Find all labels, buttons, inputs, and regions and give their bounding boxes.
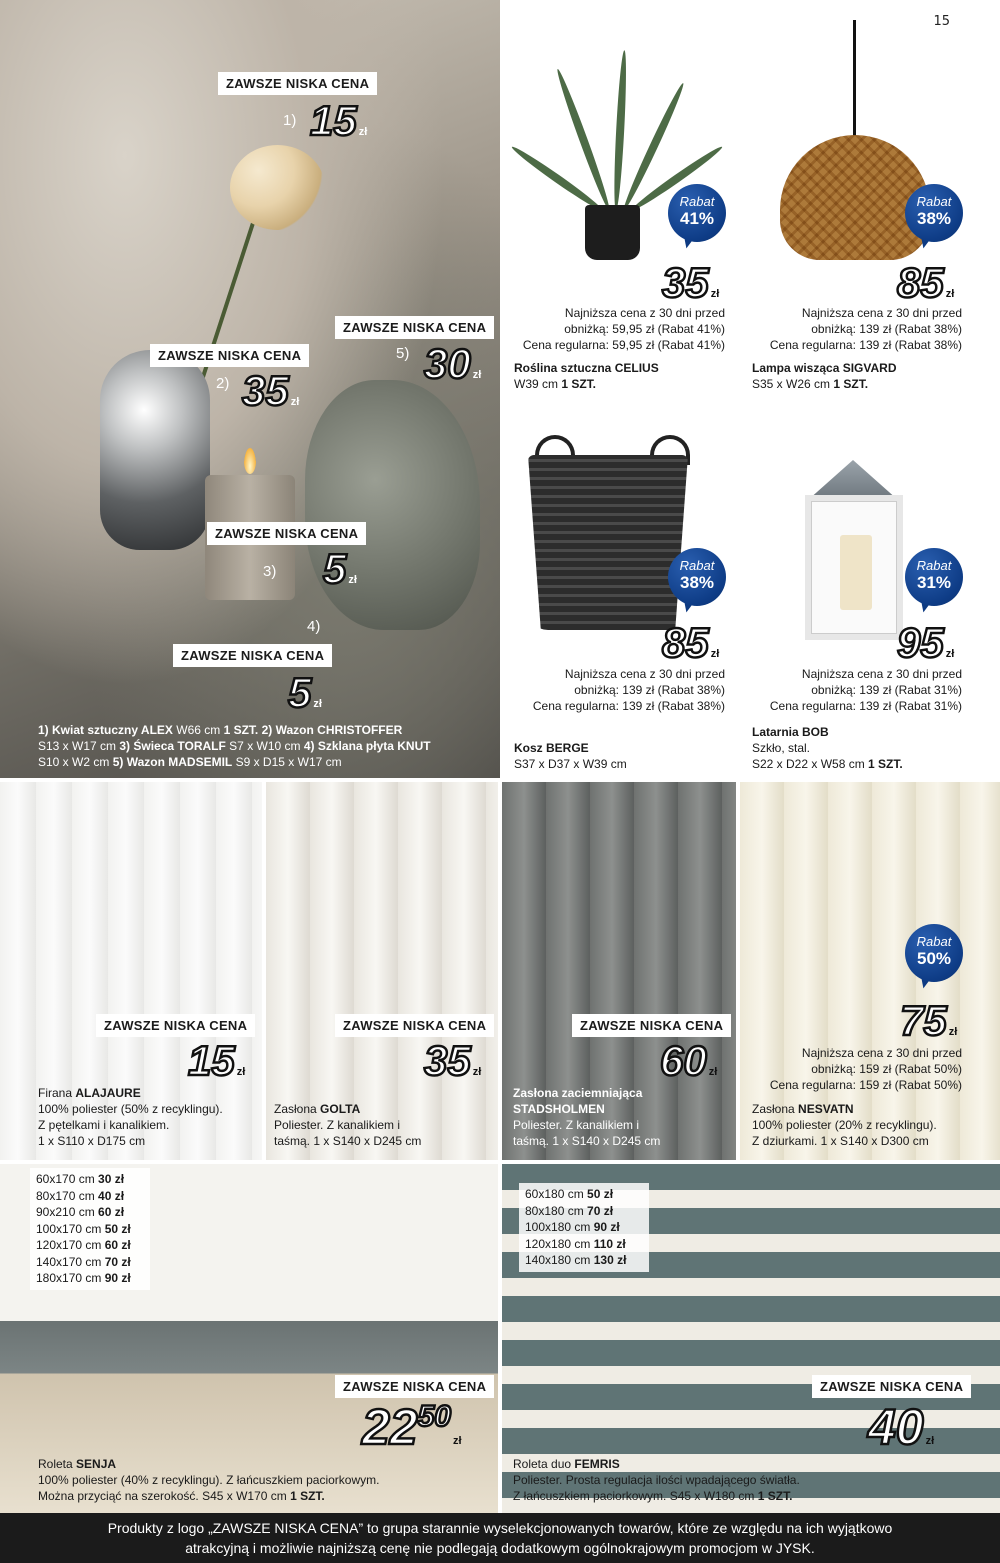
price-sigvard: 85 zł	[897, 259, 955, 306]
rabat-badge-celius: Rabat 41%	[668, 184, 726, 250]
zns-badge-4: ZAWSZE NISKA CENA	[173, 644, 332, 667]
plant-leaf-image	[554, 68, 613, 212]
hero-num-1: 1)	[283, 112, 297, 129]
size-row: 120x180 cm 110 zł	[525, 1236, 626, 1251]
flower-image	[230, 145, 325, 230]
zns-badge-2: ZAWSZE NISKA CENA	[150, 344, 309, 367]
lamp-cord-image	[853, 20, 856, 140]
femris-info: Roleta duo FEMRIS Poliester. Prosta regulacja ilości wpadającego światła. Z łańcuszkiem paciorkowym. S45 x W180 cm 1 SZT.	[513, 1457, 800, 1503]
price-berge: 85 zł	[662, 619, 720, 666]
price-golta: 35 zł	[424, 1037, 482, 1084]
rabat-badge-bob: Rabat 31%	[905, 548, 963, 614]
hero-num-3: 3)	[263, 563, 277, 580]
size-row: 60x170 cm 30 zł	[36, 1172, 125, 1186]
alajaure-info: Firana ALAJAURE 100% poliester (50% z recyklingu). Z pętelkami i kanalikiem. 1 x S110 x D175 cm	[38, 1086, 223, 1148]
celius-lowest-price: Najniższa cena z 30 dni przed obniżką: 59,95 zł (Rabat 41%) Cena regularna: 59,95 zł (Rabat 41%)	[522, 306, 725, 352]
price-nesvatn: 75 zł	[900, 997, 958, 1044]
sigvard-lowest-price: Najniższa cena z 30 dni przed obniżką: 139 zł (Rabat 38%) Cena regularna: 139 zł (Rabat 38%)	[769, 306, 962, 352]
size-row: 90x210 cm 60 zł	[36, 1205, 125, 1219]
plant-leaf-image	[612, 50, 628, 210]
size-row: 100x170 cm 50 zł	[36, 1221, 131, 1236]
zns-badge-femris: ZAWSZE NISKA CENA	[812, 1375, 971, 1398]
plant-pot-image	[585, 205, 640, 260]
hero-price-5: 30 zł	[424, 340, 482, 387]
lantern-candle-image	[840, 535, 872, 610]
rabat-badge-sigvard: Rabat 38%	[905, 184, 963, 250]
size-row: 180x170 cm 90 zł	[36, 1271, 131, 1285]
hero-num-5: 5)	[396, 345, 410, 362]
nesvatn-info: Zasłona NESVATN 100% poliester (20% z recyklingu). Z dziurkami. 1 x S140 x D300 cm	[752, 1102, 937, 1148]
rabat-badge-nesvatn: Rabat 50%	[905, 924, 963, 990]
size-row: 100x180 cm 90 zł	[525, 1220, 620, 1234]
hero-num-4: 4)	[307, 618, 321, 635]
price-stadsholmen: 60 zł	[660, 1037, 718, 1084]
price-senja: $22^{50}zł$	[362, 1399, 462, 1455]
zns-badge-senja: ZAWSZE NISKA CENA	[335, 1375, 494, 1398]
sigvard-info: Lampa wisząca SIGVARD S35 x W26 cm 1 SZT.	[752, 361, 897, 391]
bob-lowest-price: Najniższa cena z 30 dni przed obniżką: 139 zł (Rabat 31%) Cena regularna: 139 zł (Rabat 31%)	[769, 667, 962, 713]
hero-price-3: 5 zł	[323, 545, 357, 592]
size-row: 80x180 cm 70 zł	[525, 1203, 614, 1218]
nesvatn-lowest-price: Najniższa cena z 30 dni przed obniżką: 159 zł (Rabat 50%) Cena regularna: 159 zł (Rabat 50%)	[769, 1046, 962, 1092]
silver-vase-image	[100, 350, 210, 550]
senja-info: Roleta SENJA 100% poliester (40% z recyklingu). Z łańcuszkiem paciorkowym. Można przyciąć na szerokość. S45 x W170 cm 1 SZT.	[38, 1457, 380, 1503]
hero-photo	[0, 0, 500, 778]
price-alajaure: 15 zł	[188, 1037, 246, 1084]
bob-info: Latarnia BOB Szkło, stal. S22 x D22 x W58 cm 1 SZT.	[752, 725, 903, 771]
rabat-badge-berge: Rabat 38%	[668, 548, 726, 614]
footer-line-2: atrakcyjną i możliwie najniższą cenę nie podlegają dodatkowym ogólnokrajowym promocjom w JYSK.	[185, 1540, 815, 1556]
hero-price-4: 5 zł	[288, 669, 322, 716]
page-number: 15	[933, 14, 950, 29]
hero-description: 1) Kwiat sztuczny ALEX W66 cm 1 SZT. 2) Wazon CHRISTOFFER S13 x W17 cm 3) Świeca TORALF S7 x W10 cm 4) Szklana płyta KNUT S10 x W2 cm 5) Wazon MADSEMIL S9 x D15 x W17 cm	[38, 723, 431, 769]
zns-badge-5: ZAWSZE NISKA CENA	[335, 316, 494, 339]
femris-size-list	[519, 1183, 649, 1272]
size-row: 140x180 cm 130 zł	[525, 1253, 627, 1267]
senja-size-list	[30, 1168, 150, 1290]
price-bob: 95 zł	[897, 619, 955, 666]
celius-info: Roślina sztuczna CELIUS W39 cm 1 SZT.	[514, 361, 659, 391]
berge-lowest-price: Najniższa cena z 30 dni przed obniżką: 139 zł (Rabat 38%) Cena regularna: 139 zł (Rabat 38%)	[532, 667, 725, 713]
footer-disclaimer	[0, 1513, 1000, 1563]
flame-image	[244, 448, 256, 474]
basket-image	[528, 455, 688, 630]
zns-badge-1: ZAWSZE NISKA CENA	[218, 72, 377, 95]
lantern-top-image	[808, 460, 898, 500]
size-row: 140x170 cm 70 zł	[36, 1254, 131, 1269]
berge-info: Kosz BERGE S37 x D37 x W39 cm	[514, 741, 627, 771]
footer-line-1: Produkty z logo „ZAWSZE NISKA CENA” to grupa starannie wyselekcjonowanych towarów, które ze względu na ich wyjątkowo	[107, 1520, 893, 1536]
size-row: 60x180 cm 50 zł	[525, 1187, 614, 1201]
zns-badge-golta: ZAWSZE NISKA CENA	[335, 1014, 494, 1037]
stadsholmen-info: Zasłona zaciemniająca STADSHOLMEN Poliester. Z kanalikiem i taśmą. 1 x S140 x D245 cm	[513, 1086, 661, 1148]
zns-badge-alajaure: ZAWSZE NISKA CENA	[96, 1014, 255, 1037]
price-femris: 40 zł	[868, 1399, 935, 1455]
hero-price-2: 35 zł	[242, 367, 300, 414]
size-row: 80x170 cm 40 zł	[36, 1188, 125, 1203]
size-row: 120x170 cm 60 zł	[36, 1238, 131, 1252]
zns-badge-3: ZAWSZE NISKA CENA	[207, 522, 366, 545]
zns-badge-stadsholmen: ZAWSZE NISKA CENA	[572, 1014, 731, 1037]
price-celius: 35 zł	[662, 259, 720, 306]
fish-vase-image	[305, 380, 480, 630]
golta-info: Zasłona GOLTA Poliester. Z kanalikiem i taśmą. 1 x S140 x D245 cm	[274, 1102, 422, 1148]
hero-num-2: 2)	[216, 375, 230, 392]
hero-price-1: 15 zł	[310, 97, 368, 144]
